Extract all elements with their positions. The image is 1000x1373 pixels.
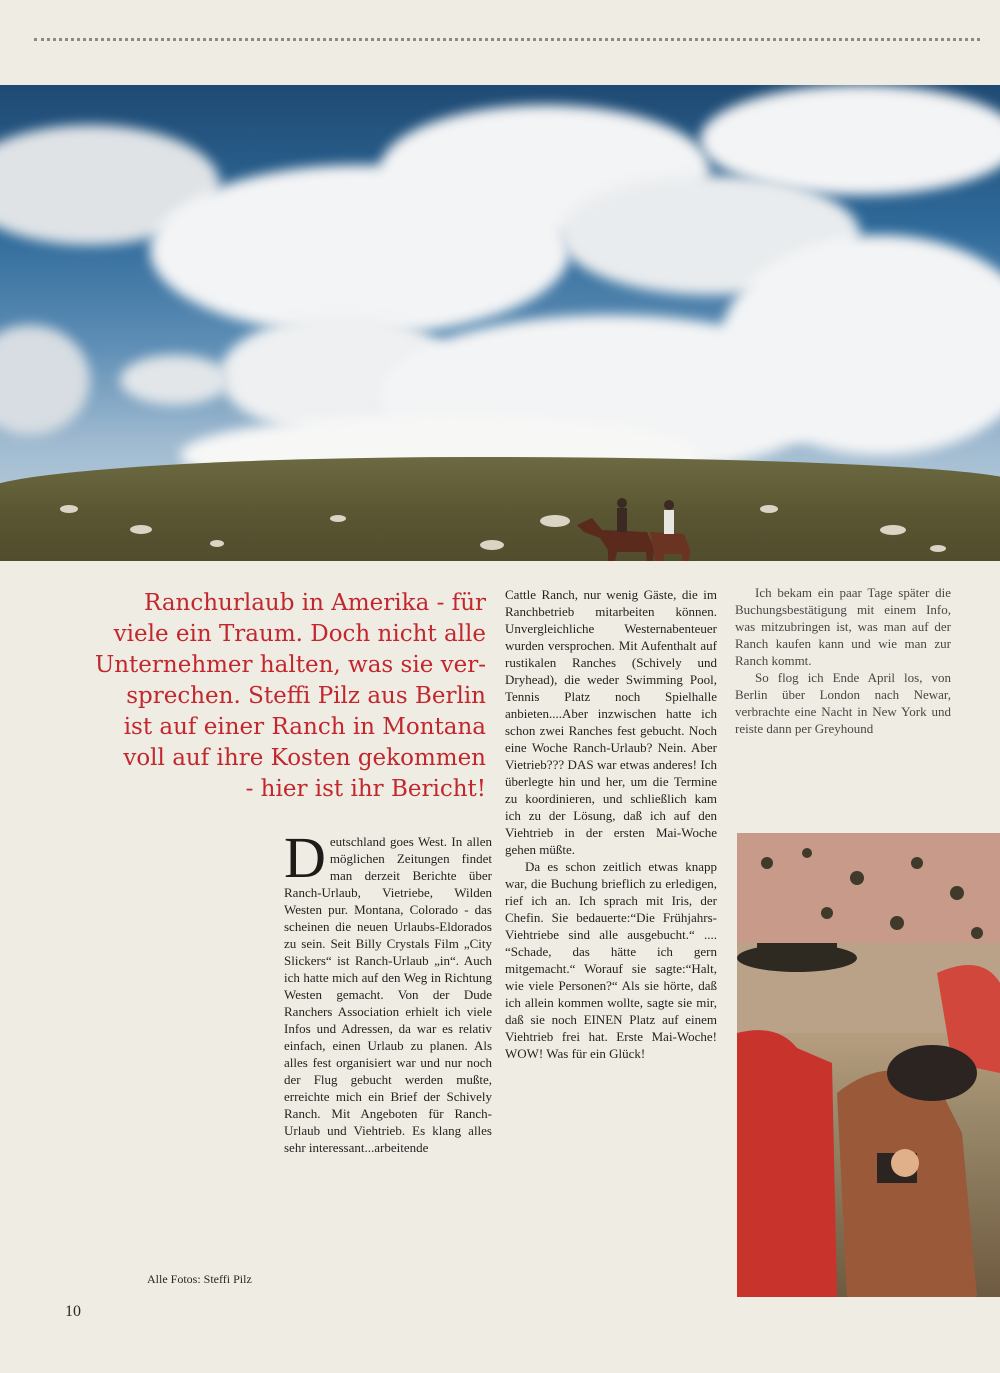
headline-line: voll auf ihre Kosten gekommen <box>123 745 486 771</box>
article-paragraph: Da es schon zeitlich etwas knapp war, die Buchung brieflich zu erledigen, rief ich an. Ich sprach mit Iris, der Chefin. Sie bedauerte:“Die Frühjahrs-Viehtriebe sind alle ausgebucht.“ .... “Schade, das hätte ich gern mitgemacht.“ Worauf sie sagte:“Halt, wie viele Personen?“ Als sie hörte, daß ich allein kommen wollte, sagte sie mir, daß sie noch EINEN Platz auf einem Viehtrieb frei hat. Erste Mai-Woche! WOW! Was für ein Glück! <box>505 859 717 1061</box>
cowboy-photo-illustration <box>737 833 1000 1297</box>
headline-line: ist auf einer Ranch in Montana <box>123 714 486 740</box>
headline-line: sprechen. Steffi Pilz aus Berlin <box>126 683 486 709</box>
article-headline <box>46 588 486 805</box>
article-column-1 <box>284 825 492 1156</box>
page-number: 10 <box>65 1303 81 1320</box>
photo-credit: Alle Fotos: Steffi Pilz <box>147 1272 252 1286</box>
article-column-2 <box>505 586 717 1062</box>
headline-line: viele ein Traum. Doch nicht alle <box>113 621 486 647</box>
article-paragraph: Cattle Ranch, nur wenig Gäste, die im Ranchbetrieb mitarbeiten können. Unvergleichliche Westernabenteuer wurden versprochen. Mit Aufenthalt auf rustikalen Ranches (Schively und Dryhead), die weder Swimming Pool, Tennis Platz noch Spielhalle anbieten....Aber inzwischen hatte ich schon zwei Ranches fest gebucht. Noch eine Woche Ranch-Urlaub? Nein. Aber Vietrieb??? DAS war etwas anderes! Ich überlegte hin und her, um die Termine zu koordinieren, und schließlich kam ich zu der Lösung, daß ich auf den Viehtrieb in der ersten Mai-Woche gehen müßte. <box>505 587 717 857</box>
drop-cap: D <box>284 825 326 890</box>
headline-line: Unternehmer halten, was sie ver- <box>94 652 486 678</box>
headline-line: - hier ist ihr Bericht! <box>245 776 486 802</box>
hero-photo-riders-on-ridge <box>0 85 1000 561</box>
headline-line: Ranchurlaub in Amerika - für <box>143 590 486 616</box>
article-column-3 <box>735 584 951 737</box>
horse-riders-silhouette <box>572 490 702 561</box>
article-paragraph: eutschland goes West. In allen möglichen Zeitungen findet man derzeit Berichte über Ranch-Urlaub, Vietriebe, Wilden Westen pur. Montana, Colorado - das scheinen die neuen Urlaubs-Eldorados zu sein. Seit Billy Crystals Film „City Slickers“ ist Ranch-Urlaub „in“. Auch ich hatte mich auf den Weg in Richtung Westen gemacht. Von der Dude Ranchers Association erhielt ich viele Infos und Adressen, da war es relativ einfach, einen Urlaub zu planen. Als alles fest organisiert war und nur noch der Flug gebucht werden mußte, erreichte mich ein Brief der Schively Ranch. Mit Angeboten für Ranch-Urlaub und Viehtrieb. Es klang alles sehr interessant...arbeitende <box>284 834 492 1155</box>
article-paragraph: Ich bekam ein paar Tage später die Buchungsbestätigung mit einem Info, was mitzubringen ist, was man auf der Ranch kaufen kann und wie man zur Ranch kommt. <box>735 585 951 668</box>
article-paragraph: So flog ich Ende April los, von Berlin über London nach Newar, verbrachte eine Nacht in New York und reiste dann per Greyhound <box>735 670 951 736</box>
top-dotted-rule <box>34 38 980 41</box>
photo-cowboys-on-horseback <box>737 833 1000 1297</box>
